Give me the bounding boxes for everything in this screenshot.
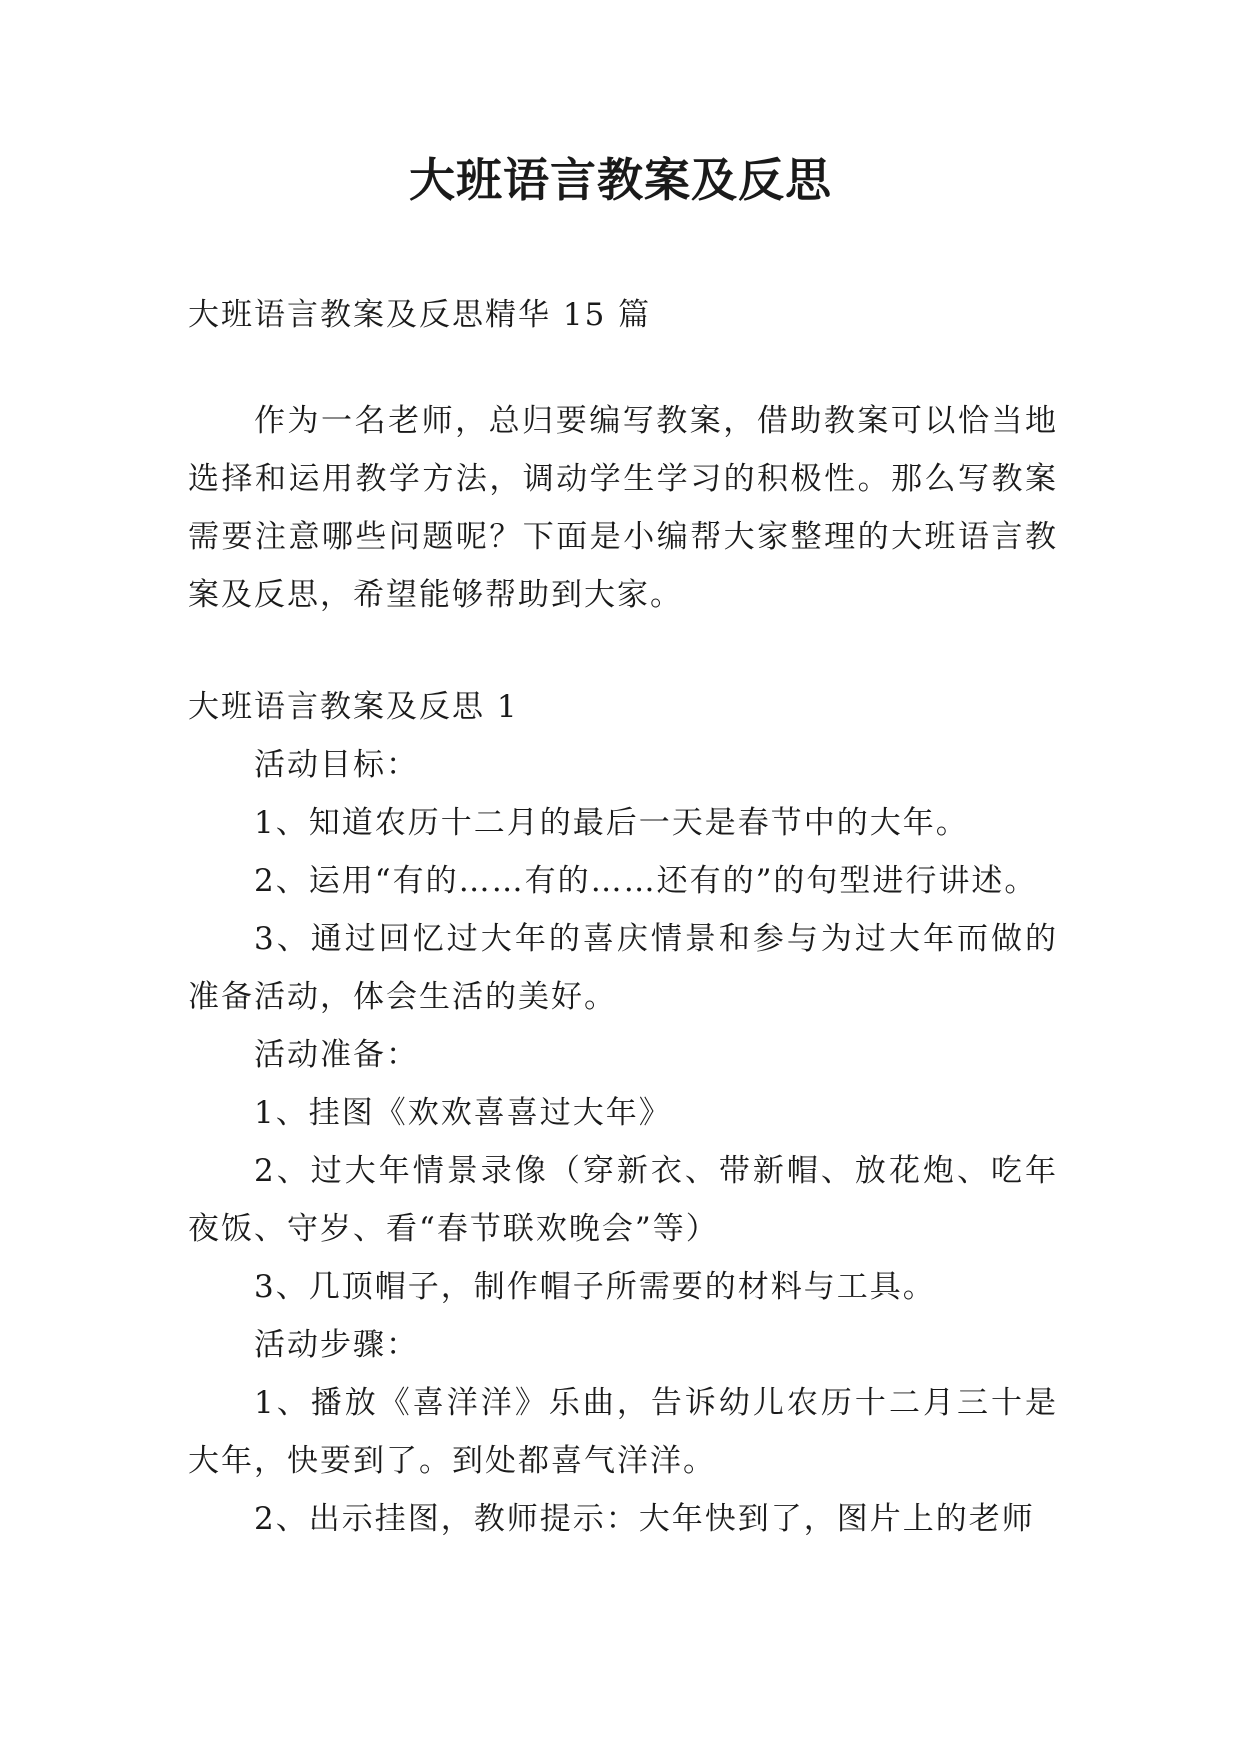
step-item: 1、播放《喜洋洋》乐曲，告诉幼儿农历十二月三十是大年，快要到了。到处都喜气洋洋。	[188, 1385, 1058, 1479]
heading-activity-steps: 活动步骤：	[254, 1327, 419, 1363]
goal-item: 2、运用“有的……有的……还有的”的句型进行讲述。	[254, 863, 1038, 899]
document-body	[188, 286, 1058, 1548]
document-subtitle: 大班语言教案及反思精华 15 篇	[188, 297, 652, 333]
preparation-item: 2、过大年情景录像（穿新衣、带新帽、放花炮、吃年夜饭、守岁、看“春节联欢晚会”等）	[188, 1153, 1058, 1247]
preparation-item: 3、几顶帽子，制作帽子所需要的材料与工具。	[254, 1269, 936, 1305]
heading-activity-goals: 活动目标：	[254, 747, 419, 783]
heading-activity-preparation: 活动准备：	[254, 1037, 419, 1073]
step-item: 2、出示挂图，教师提示：大年快到了，图片上的老师	[254, 1501, 1035, 1537]
goal-item: 1、知道农历十二月的最后一天是春节中的大年。	[254, 805, 969, 841]
section-title: 大班语言教案及反思 1	[188, 689, 519, 725]
document-title: 大班语言教案及反思	[409, 153, 832, 207]
preparation-item: 1、挂图《欢欢喜喜过大年》	[254, 1095, 672, 1131]
goal-item: 3、通过回忆过大年的喜庆情景和参与为过大年而做的准备活动，体会生活的美好。	[188, 921, 1058, 1015]
section-body	[188, 736, 1058, 1548]
intro-paragraph: 作为一名老师，总归要编写教案，借助教案可以恰当地选择和运用教学方法，调动学生学习的积极性。那么写教案需要注意哪些问题呢？下面是小编帮大家整理的大班语言教案及反思，希望能够帮助到大家。	[188, 403, 1058, 613]
